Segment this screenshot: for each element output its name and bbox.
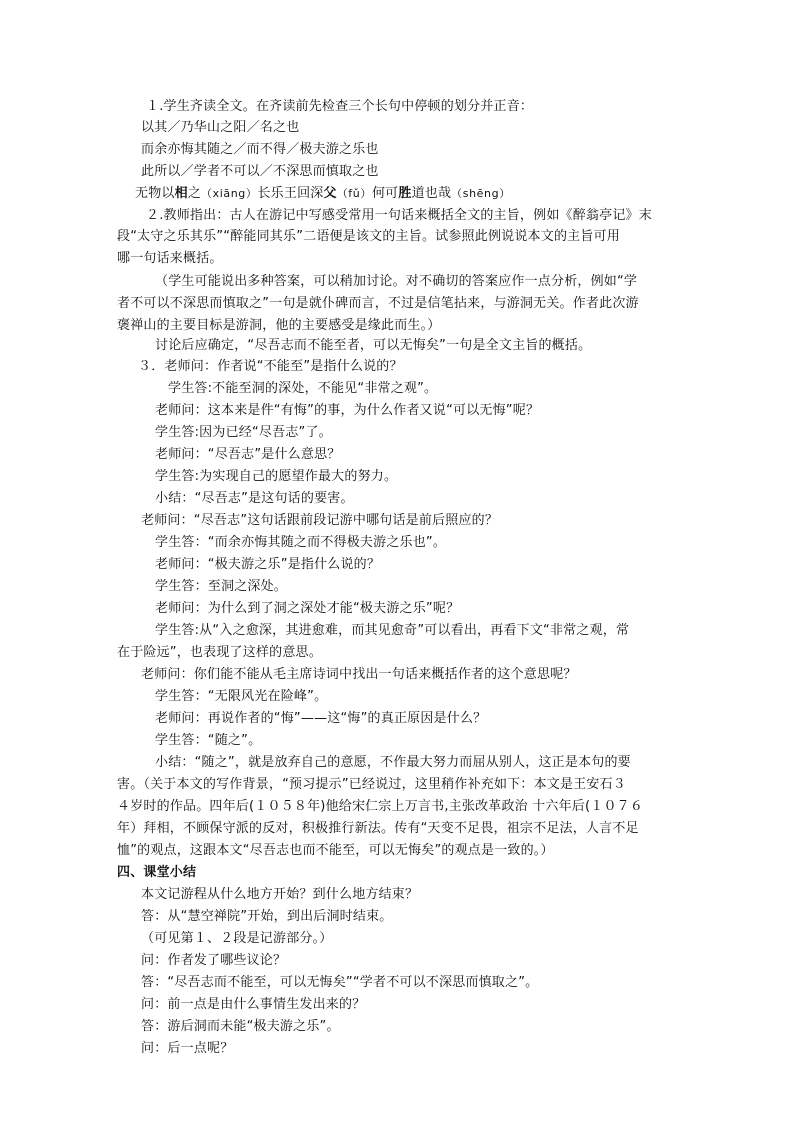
text-line: 学生答:为实现自己的愿望作最大的努力。 xyxy=(155,469,398,484)
text-span: 无物以 xyxy=(135,186,175,201)
text-line: 学生答：“无限风光在险峰”。 xyxy=(155,689,328,704)
text-line: 答：“尽吾志而不能至，可以无悔矣”“学者不可以不深思而慎取之”。 xyxy=(141,975,539,990)
text-line: 老师问：“尽吾志”这句话跟前段记游中哪句话是前后照应的？ xyxy=(141,513,499,528)
text-line: 问：前一点是由什么事情生发出来的？ xyxy=(141,997,366,1012)
text-line: （学生可能说出多种答案，可以稍加讨论。对不确切的答案应作一点分析，例如“学 xyxy=(155,274,638,289)
text-line: ４岁时的作品。四年后(１０５８年)他给宋仁宗上万言书,主张改革政治 十六年后(１０７６ xyxy=(117,799,644,814)
text-line: 恤”的观点，这跟本文“尽吾志也而不能至，可以无悔矣”的观点是一致的。） xyxy=(117,843,554,858)
text-line: 学生答:因为已经“尽吾志”了。 xyxy=(155,425,332,440)
text-span: 何可 xyxy=(371,186,399,201)
text-line: ２.教师指出：古人在游记中写感受常用一句话来概括全文的主旨，例如《醉翁亭记》末 xyxy=(146,208,652,223)
text-line: 老师问：“尽吾志”是什么意思？ xyxy=(155,447,341,462)
text-line: 段“太守之乐其乐”“醉能同其乐”二语便是该文的主旨。试参照此例说说本文的主旨可用 xyxy=(117,229,620,244)
pinyin-annotation: （shēng） xyxy=(451,187,511,200)
text-line: 讨论后应确定，“尽吾志而不能至者，可以无悔矣”一句是全文主旨的概括。 xyxy=(155,338,592,353)
pinyin-annotation: （xiāng） xyxy=(201,187,258,200)
text-line: 者不可以不深思而慎取之”一句是就仆碑而言，不过是信笔拈来，与游洞无关。作者此次游 xyxy=(117,296,639,311)
text-span: 道也哉 xyxy=(411,186,452,201)
text-line: 学生答：“而余亦悔其随之而不得极夫游之乐也”。 xyxy=(155,535,447,550)
text-line: 答：游后洞而未能“极夫游之乐”。 xyxy=(141,1019,340,1034)
text-line: 而余亦悔其随之／而不得／极夫游之乐也 xyxy=(141,142,379,157)
text-line: 此所以／学者不可以／不深思而慎取之也 xyxy=(141,164,379,179)
text-line: 问：作者发了哪些议论？ xyxy=(141,953,287,968)
text-line: 答：从“慧空禅院”开始，到出后洞时结束。 xyxy=(141,909,393,924)
text-line: 老师问：再说作者的“悔”——这“悔”的真正原因是什么？ xyxy=(155,711,487,726)
pinyin-line xyxy=(135,184,511,203)
text-line: 褒禅山的主要目标是游洞，他的主要感受是缘此而生。） xyxy=(117,318,441,333)
text-line: 以其／乃华山之阳／名之也 xyxy=(141,120,300,135)
text-line: 本文记游程从什么地方开始？到什么地方结束？ xyxy=(141,887,419,902)
text-span: 之 xyxy=(187,186,202,201)
text-line: 害。（关于本文的写作背景，“预习提示”已经说过，这里稍作补充如下：本文是王安石３ xyxy=(117,777,626,792)
text-line: 哪一句话来概括。 xyxy=(117,251,223,266)
text-line: 老师问：这本来是件“有悔”的事，为什么作者又说“可以无悔”呢？ xyxy=(155,403,540,418)
text-line: 在于险远”，也表现了这样的意思。 xyxy=(117,645,322,660)
section-heading: 四、课堂小结 xyxy=(117,865,197,880)
text-line: 老师问：“极夫游之乐”是指什么说的？ xyxy=(155,557,381,572)
text-line: （可见第１、２段是记游部分。） xyxy=(141,931,333,946)
text-span: 长乐王回深 xyxy=(257,186,324,201)
text-line: 老师问：你们能不能从毛主席诗词中找出一句话来概括作者的这个意思呢？ xyxy=(141,667,577,682)
emphasis-char: 父 xyxy=(323,186,337,201)
text-line: ３．老师问：作者说“不能至”是指什么说的？ xyxy=(138,359,403,374)
pinyin-annotation: （fǔ） xyxy=(336,187,372,200)
text-line: 小结：“尽吾志”是这句话的要害。 xyxy=(155,491,354,506)
text-line: 小结：“随之”，就是放弃自己的意愿，不作最大努力而屈从别人，这正是本句的要 xyxy=(155,755,631,770)
text-line: 学生答:不能至洞的深处，不能见“非常之观”。 xyxy=(168,381,438,396)
text-line: 老师问：为什么到了洞之深处才能“极夫游之乐”呢？ xyxy=(155,601,460,616)
emphasis-char: 胜 xyxy=(398,186,412,201)
text-line: 学生答：至洞之深处。 xyxy=(155,579,288,594)
text-line: 问：后一点呢？ xyxy=(141,1041,234,1056)
emphasis-char: 相 xyxy=(174,186,188,201)
text-line: 学生答：“随之”。 xyxy=(155,733,262,748)
text-line: 学生答:从“入之愈深，其进愈难，而其见愈奇”可以看出，再看下文“非常之观，常 xyxy=(155,623,630,638)
text-line: 年）拜相，不顾保守派的反对，积极推行新法。传有“天变不足畏，祖宗不足法，人言不足 xyxy=(117,821,639,836)
text-line: １.学生齐读全文。在齐读前先检查三个长句中停顿的划分并正音： xyxy=(146,99,534,114)
